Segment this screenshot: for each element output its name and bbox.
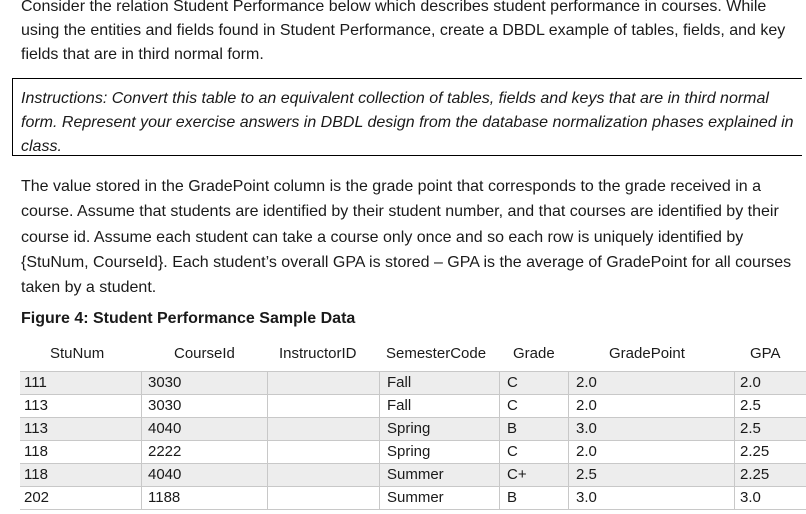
column-divider <box>267 464 268 486</box>
table-row <box>20 418 806 441</box>
column-divider <box>734 418 735 440</box>
cell-gpa: 2.5 <box>740 420 761 437</box>
table-body <box>20 371 806 510</box>
column-divider <box>568 418 569 440</box>
cell-grade: C+ <box>507 466 527 483</box>
table-row <box>20 395 806 418</box>
column-divider <box>379 487 380 509</box>
cell-gradepoint: 2.0 <box>576 397 597 414</box>
table-header-row <box>20 345 806 371</box>
figure-title: Figure 4: Student Performance Sample Data <box>21 310 356 327</box>
cell-gpa: 3.0 <box>740 489 761 506</box>
column-divider <box>267 418 268 440</box>
column-divider <box>568 395 569 417</box>
column-divider <box>568 464 569 486</box>
cell-courseid: 3030 <box>148 397 182 414</box>
column-divider <box>267 372 268 394</box>
table-row <box>20 371 806 395</box>
cell-stunum: 113 <box>24 397 48 414</box>
column-divider <box>267 441 268 463</box>
instructions-box <box>12 78 802 156</box>
column-divider <box>379 418 380 440</box>
table-row <box>20 487 806 510</box>
cell-gradepoint: 3.0 <box>576 420 597 437</box>
intro-paragraph: Consider the relation Student Performance below which describes student performance in courses. While using the entities and fields found in Student Performance, create a DBDL example of tables, fields, and key fields that are in third normal form. <box>21 0 786 63</box>
column-divider <box>379 441 380 463</box>
cell-stunum: 111 <box>24 374 47 391</box>
cell-gradepoint: 2.0 <box>576 443 597 460</box>
column-divider <box>141 487 142 509</box>
instructions-text: Instructions: Convert this table to an equivalent collection of tables, fields and keys that are in third normal form. Represent your exercise answers in DBDL design from the database normalization phases explained in class. <box>21 90 794 155</box>
cell-courseid: 3030 <box>148 374 182 391</box>
cell-semestercode: Summer <box>387 466 444 483</box>
cell-courseid: 1188 <box>148 489 181 506</box>
cell-courseid: 4040 <box>148 466 182 483</box>
column-divider <box>379 395 380 417</box>
column-divider <box>499 464 500 486</box>
column-divider <box>141 464 142 486</box>
column-divider <box>499 487 500 509</box>
column-divider <box>267 395 268 417</box>
cell-gpa: 2.0 <box>740 374 761 391</box>
cell-stunum: 118 <box>24 466 48 483</box>
column-divider <box>499 418 500 440</box>
header-stunum: StuNum <box>50 345 105 362</box>
column-divider <box>267 487 268 509</box>
cell-gpa: 2.25 <box>740 466 770 483</box>
cell-grade: B <box>507 489 518 506</box>
column-divider <box>568 487 569 509</box>
column-divider <box>499 441 500 463</box>
cell-courseid: 2222 <box>148 443 182 460</box>
column-divider <box>734 395 735 417</box>
cell-gpa: 2.5 <box>740 397 761 414</box>
cell-gpa: 2.25 <box>740 443 770 460</box>
table-row <box>20 441 806 464</box>
column-divider <box>734 487 735 509</box>
cell-gradepoint: 3.0 <box>576 489 597 506</box>
column-divider <box>568 441 569 463</box>
cell-semestercode: Fall <box>387 374 412 391</box>
cell-semestercode: Fall <box>387 397 412 414</box>
cell-courseid: 4040 <box>148 420 182 437</box>
cell-grade: C <box>507 374 518 391</box>
column-divider <box>734 464 735 486</box>
column-divider <box>141 372 142 394</box>
column-divider <box>141 418 142 440</box>
student-performance-table <box>20 345 806 510</box>
header-instructorid: InstructorID <box>279 345 357 362</box>
column-divider <box>141 395 142 417</box>
body-paragraph: The value stored in the GradePoint column is the grade point that corresponds to the grade received in a course. Assume that students are identified by their student number, and that courses are identified by their course id. Assume each student can take a course only once and so each row is uniquely identified by {StuNum, CourseId}. Each student’s overall GPA is stored – GPA is the average of GradePoint for all courses taken by a student. <box>21 178 792 297</box>
column-divider <box>141 441 142 463</box>
cell-semestercode: Spring <box>387 420 431 437</box>
cell-stunum: 113 <box>24 420 48 437</box>
column-divider <box>734 441 735 463</box>
cell-stunum: 202 <box>24 489 50 506</box>
table-row <box>20 464 806 487</box>
column-divider <box>499 395 500 417</box>
column-divider <box>499 372 500 394</box>
column-divider <box>379 464 380 486</box>
header-semestercode: SemesterCode <box>386 345 487 362</box>
column-divider <box>734 372 735 394</box>
cell-gradepoint: 2.0 <box>576 374 597 391</box>
column-divider <box>379 372 380 394</box>
cell-grade: B <box>507 420 518 437</box>
cell-stunum: 118 <box>24 443 48 460</box>
cell-grade: C <box>507 443 518 460</box>
column-divider <box>568 372 569 394</box>
header-gpa: GPA <box>750 345 781 362</box>
header-grade: Grade <box>513 345 555 362</box>
cell-gradepoint: 2.5 <box>576 466 597 483</box>
cell-grade: C <box>507 397 518 414</box>
cell-semestercode: Summer <box>387 489 444 506</box>
header-gradepoint: GradePoint <box>609 345 685 362</box>
cell-semestercode: Spring <box>387 443 431 460</box>
header-courseid: CourseId <box>174 345 235 362</box>
